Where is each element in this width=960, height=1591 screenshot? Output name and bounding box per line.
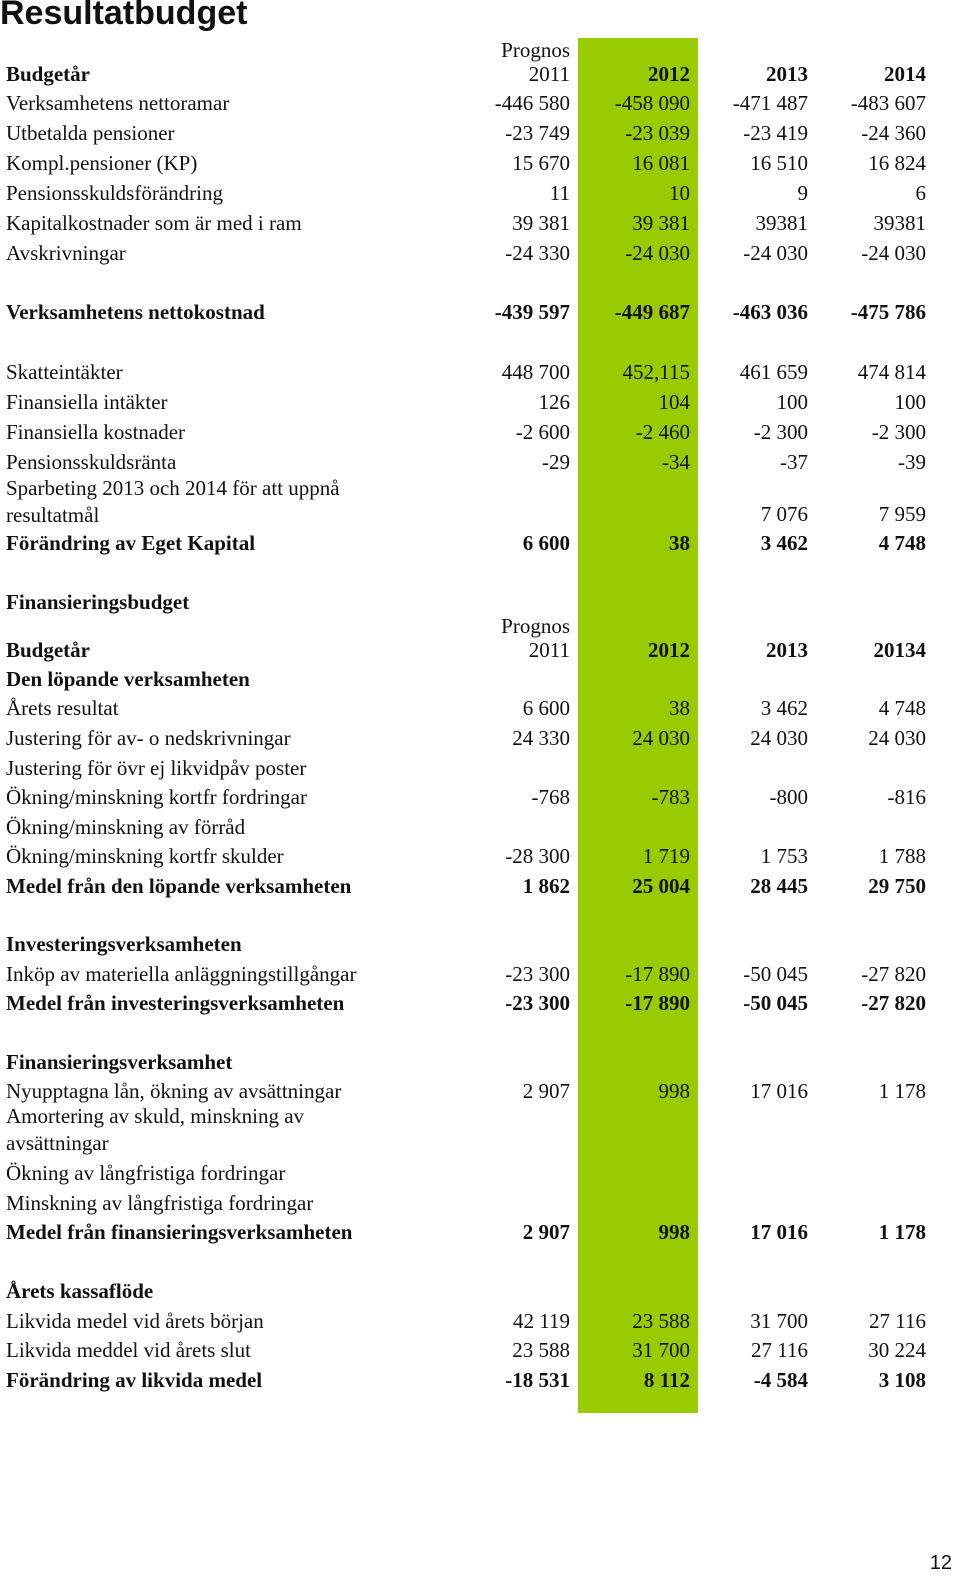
subsection-heading: Finansieringsverksamhet bbox=[6, 1050, 233, 1074]
header-year: 2011 bbox=[528, 62, 570, 86]
cell: -23 300 bbox=[505, 991, 570, 1015]
row-label: Medel från den löpande verksamheten bbox=[6, 874, 352, 898]
cell: 4 748 bbox=[878, 696, 926, 720]
cell: 39 381 bbox=[512, 211, 570, 235]
cell: 39381 bbox=[873, 211, 926, 235]
row-label: Avskrivningar bbox=[6, 241, 126, 265]
cell: -27 820 bbox=[861, 962, 926, 986]
cell: -27 820 bbox=[861, 991, 926, 1015]
cell: -768 bbox=[531, 785, 570, 809]
header-year: 2012 bbox=[648, 638, 690, 662]
cell: 100 bbox=[776, 390, 808, 414]
cell: -50 045 bbox=[743, 962, 808, 986]
cell: 11 bbox=[549, 181, 570, 205]
row-label: Likvida meddel vid årets slut bbox=[6, 1338, 251, 1362]
cell: -2 300 bbox=[753, 420, 808, 444]
header-label: Budgetår bbox=[6, 62, 90, 86]
cell: 15 670 bbox=[512, 151, 570, 175]
cell: 3 462 bbox=[760, 531, 808, 555]
cell: 4 748 bbox=[878, 531, 926, 555]
header-year: 2014 bbox=[884, 62, 926, 86]
cell: -23 419 bbox=[743, 121, 808, 145]
cell: 28 445 bbox=[750, 874, 808, 898]
row-label: Justering för övr ej likvidpåv poster bbox=[6, 756, 307, 780]
row-label: Medel från investeringsverksamheten bbox=[6, 991, 345, 1015]
cell: -39 bbox=[898, 450, 926, 474]
cell: 452,115 bbox=[622, 360, 690, 384]
cell: 998 bbox=[658, 1220, 690, 1244]
cell: -23 039 bbox=[625, 121, 690, 145]
row-label: Kompl.pensioner (KP) bbox=[6, 151, 198, 175]
cell: 104 bbox=[658, 390, 690, 414]
cell: 448 700 bbox=[501, 360, 570, 384]
cell: 3 462 bbox=[760, 696, 808, 720]
row-label: Ökning/minskning kortfr fordringar bbox=[6, 785, 307, 809]
row-label: Kapitalkostnader som är med i ram bbox=[6, 211, 302, 235]
cell: -24 030 bbox=[743, 241, 808, 265]
cell: 998 bbox=[658, 1079, 690, 1103]
cell: -17 890 bbox=[625, 962, 690, 986]
header-year: 2013 bbox=[766, 62, 808, 86]
cell: 25 004 bbox=[632, 874, 690, 898]
cell: -449 687 bbox=[614, 300, 690, 324]
table-row bbox=[0, 475, 960, 531]
subsection-heading: Årets kassaflöde bbox=[6, 1279, 154, 1303]
row-label: Ökning/minskning kortfr skulder bbox=[6, 844, 284, 868]
cell: 8 112 bbox=[643, 1368, 690, 1392]
cell: 10 bbox=[669, 181, 690, 205]
cell: -463 036 bbox=[732, 300, 808, 324]
header-year: 20134 bbox=[873, 638, 926, 662]
cell: -24 360 bbox=[861, 121, 926, 145]
cell: 7 076 bbox=[760, 502, 808, 526]
table-row bbox=[0, 1103, 960, 1157]
cell: 23 588 bbox=[632, 1309, 690, 1333]
cell: 1 719 bbox=[642, 844, 690, 868]
cell: -2 600 bbox=[515, 420, 570, 444]
cell: -439 597 bbox=[494, 300, 570, 324]
row-label: Pensionsskuldsränta bbox=[6, 450, 177, 474]
cell: 27 116 bbox=[869, 1309, 926, 1333]
cell: 1 753 bbox=[760, 844, 808, 868]
cell: 1 788 bbox=[878, 844, 926, 868]
cell: -446 580 bbox=[494, 91, 570, 115]
cell: 42 119 bbox=[513, 1309, 570, 1333]
cell: -29 bbox=[542, 450, 570, 474]
row-label: Medel från finansieringsverksamheten bbox=[6, 1220, 353, 1244]
cell: -24 330 bbox=[505, 241, 570, 265]
row-label: Ökning/minskning av förråd bbox=[6, 815, 246, 839]
cell: 31 700 bbox=[632, 1338, 690, 1362]
cell: -24 030 bbox=[625, 241, 690, 265]
cell: -37 bbox=[780, 450, 808, 474]
subsection-heading: Den löpande verksamheten bbox=[6, 667, 250, 691]
row-label: Verksamhetens nettoramar bbox=[6, 91, 230, 115]
cell: 474 814 bbox=[857, 360, 926, 384]
cell: 29 750 bbox=[868, 874, 926, 898]
cell: 30 224 bbox=[868, 1338, 926, 1362]
row-label: Förändring av Eget Kapital bbox=[6, 531, 256, 555]
cell: 31 700 bbox=[750, 1309, 808, 1333]
cell: -471 487 bbox=[732, 91, 808, 115]
row-label: Nyupptagna lån, ökning av avsättningar bbox=[6, 1079, 342, 1103]
cell: 24 030 bbox=[868, 726, 926, 750]
row-label: Finansiella kostnader bbox=[6, 420, 186, 444]
cell: 2 907 bbox=[522, 1079, 570, 1103]
cell: 1 862 bbox=[522, 874, 570, 898]
row-label: Utbetalda pensioner bbox=[6, 121, 175, 145]
cell: 38 bbox=[669, 696, 690, 720]
row-label: Minskning av långfristiga fordringar bbox=[6, 1191, 314, 1215]
header-label: Budgetår bbox=[6, 638, 90, 662]
cell: 27 116 bbox=[751, 1338, 808, 1362]
header-year: 2013 bbox=[766, 638, 808, 662]
cell: -24 030 bbox=[861, 241, 926, 265]
cell: 461 659 bbox=[739, 360, 808, 384]
cell: 1 178 bbox=[878, 1079, 926, 1103]
cell: -50 045 bbox=[743, 991, 808, 1015]
cell: 9 bbox=[797, 181, 808, 205]
cell: 16 510 bbox=[750, 151, 808, 175]
header-year: 2011 bbox=[528, 638, 570, 662]
cell: -23 300 bbox=[505, 962, 570, 986]
cell: -2 460 bbox=[635, 420, 690, 444]
cell: 7 959 bbox=[878, 502, 926, 526]
cell: 3 108 bbox=[878, 1368, 926, 1392]
section-heading: Finansieringsbudget bbox=[6, 590, 190, 614]
cell: 1 178 bbox=[878, 1220, 926, 1244]
cell: -783 bbox=[651, 785, 690, 809]
row-label: Skatteintäkter bbox=[6, 360, 123, 384]
cell: 39381 bbox=[755, 211, 808, 235]
row-label: Finansiella intäkter bbox=[6, 390, 168, 414]
cell: -28 300 bbox=[505, 844, 570, 868]
row-label: Justering för av- o nedskrivningar bbox=[6, 726, 291, 750]
cell: 24 030 bbox=[750, 726, 808, 750]
cell: 24 330 bbox=[512, 726, 570, 750]
cell: 23 588 bbox=[512, 1338, 570, 1362]
cell: -475 786 bbox=[850, 300, 926, 324]
cell: -34 bbox=[662, 450, 690, 474]
row-label: Pensionsskuldsförändring bbox=[6, 181, 223, 205]
cell: 6 600 bbox=[522, 696, 570, 720]
cell: 16 824 bbox=[868, 151, 926, 175]
cell: 39 381 bbox=[632, 211, 690, 235]
cell: 2 907 bbox=[522, 1220, 570, 1244]
cell: -17 890 bbox=[625, 991, 690, 1015]
row-label: Sparbeting 2013 och 2014 för att uppnå resultatmål bbox=[6, 476, 340, 527]
cell: 17 016 bbox=[750, 1220, 808, 1244]
header-prognos: Prognos bbox=[501, 614, 570, 638]
cell: -4 584 bbox=[753, 1368, 808, 1392]
page-title: Resultatbudget bbox=[0, 0, 248, 32]
cell: 17 016 bbox=[750, 1079, 808, 1103]
row-label: Inköp av materiella anläggningstillgångar bbox=[6, 962, 357, 986]
row-label: Amortering av skuld, minskning av avsättningar bbox=[6, 1104, 305, 1155]
header-prognos: Prognos bbox=[501, 38, 570, 62]
cell: 6 bbox=[915, 181, 926, 205]
row-label: Förändring av likvida medel bbox=[6, 1368, 263, 1392]
row-label: Ökning av långfristiga fordringar bbox=[6, 1161, 286, 1185]
cell: -458 090 bbox=[614, 91, 690, 115]
cell: -483 607 bbox=[850, 91, 926, 115]
row-label: Årets resultat bbox=[6, 696, 119, 720]
row-label: Verksamhetens nettokostnad bbox=[6, 300, 265, 324]
page-number: 12 bbox=[929, 1552, 952, 1574]
row-label: Likvida medel vid årets början bbox=[6, 1309, 264, 1333]
cell: -800 bbox=[769, 785, 808, 809]
cell: 126 bbox=[538, 390, 570, 414]
header-year: 2012 bbox=[648, 62, 690, 86]
cell: 6 600 bbox=[522, 531, 570, 555]
cell: 16 081 bbox=[632, 151, 690, 175]
cell: 38 bbox=[669, 531, 690, 555]
cell: 24 030 bbox=[632, 726, 690, 750]
cell: 100 bbox=[894, 390, 926, 414]
subsection-heading: Investeringsverksamheten bbox=[6, 932, 242, 956]
cell: -18 531 bbox=[505, 1368, 570, 1392]
cell: -2 300 bbox=[871, 420, 926, 444]
cell: -23 749 bbox=[505, 121, 570, 145]
cell: -816 bbox=[887, 785, 926, 809]
